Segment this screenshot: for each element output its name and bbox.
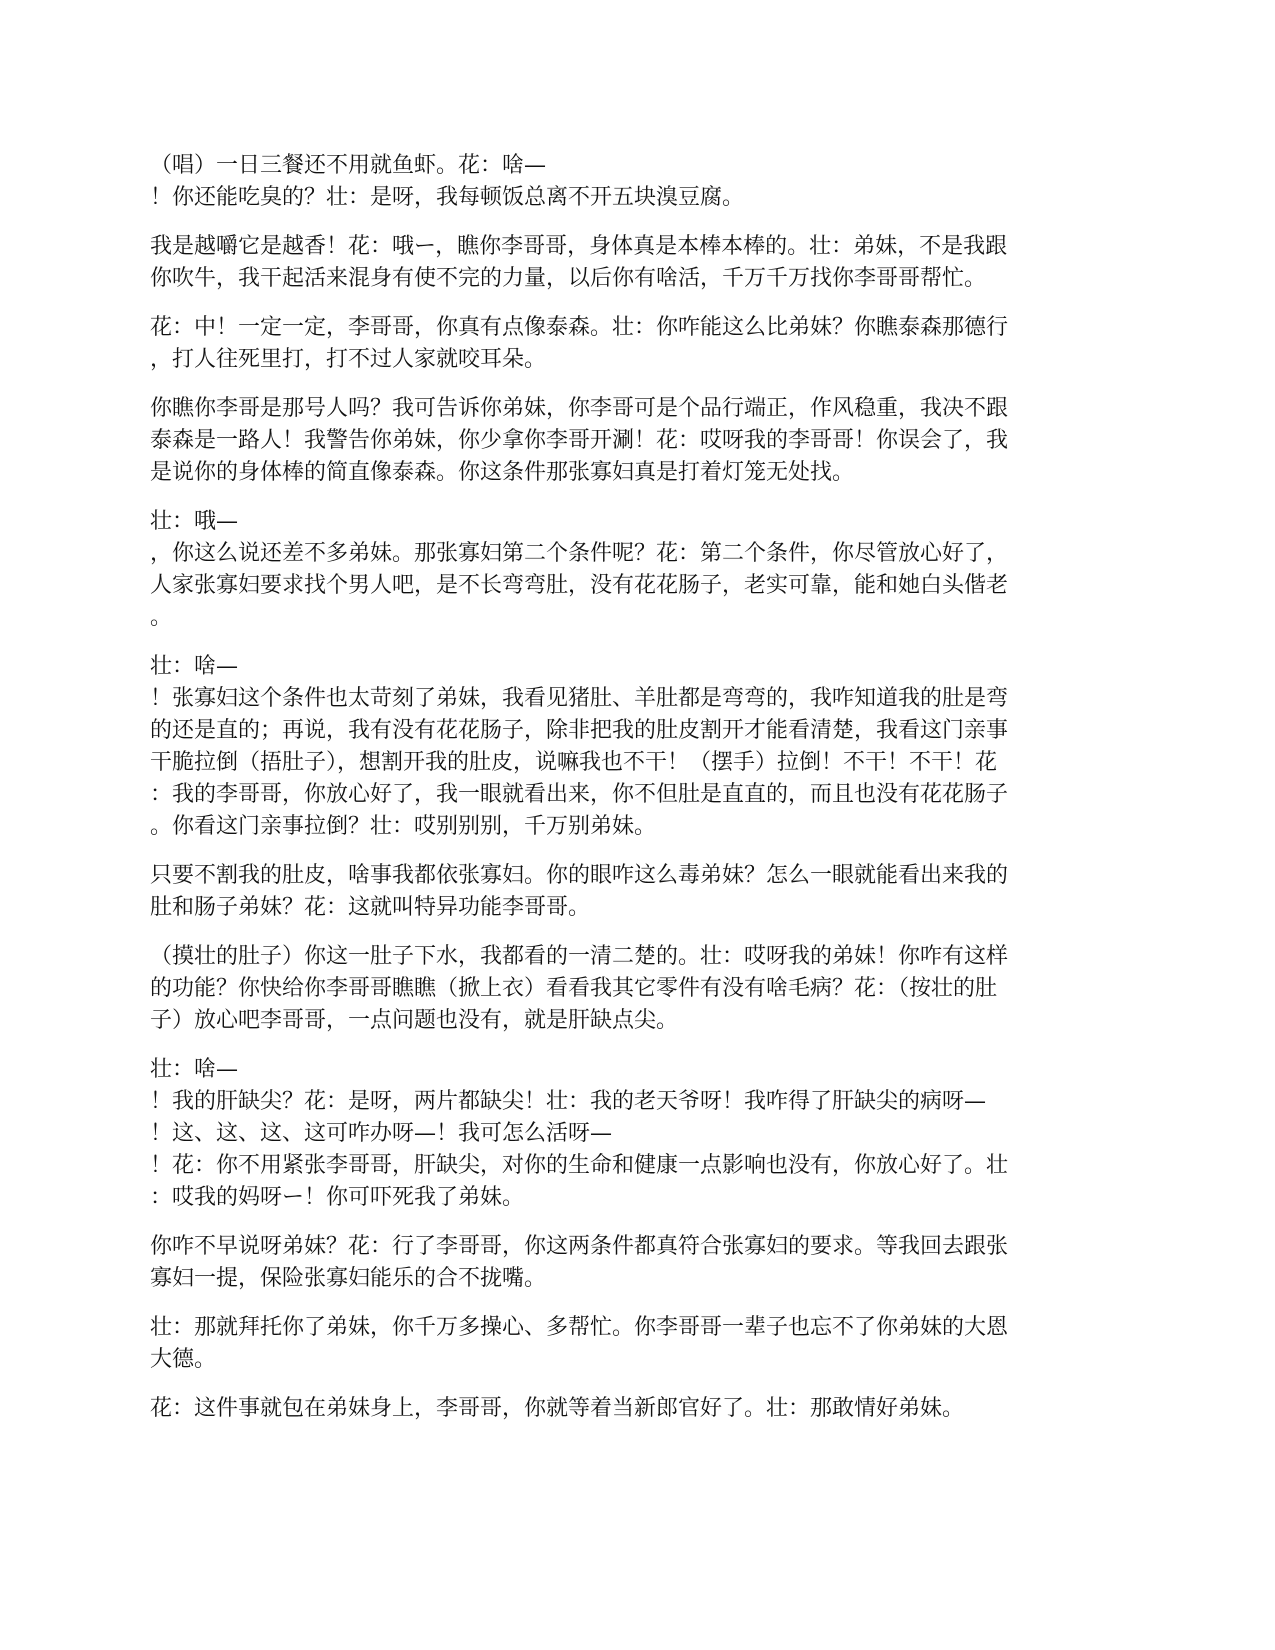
text-line: 壮：哦— (150, 509, 239, 534)
text-line: ！你还能吃臭的？壮：是呀，我每顿饭总离不开五块溴豆腐。 (150, 185, 745, 210)
text-line: 。 (150, 605, 173, 630)
paragraph (150, 1312, 1130, 1376)
text-line: ！花：你不用紧张李哥哥，肝缺尖，对你的生命和健康一点影响也没有，你放心好了。壮 (150, 1153, 1009, 1178)
paragraph (150, 1231, 1130, 1295)
text-line: （唱）一日三餐还不用就鱼虾。花：啥— (150, 153, 547, 178)
text-line: （摸壮的肚子）你这一肚子下水，我都看的一清二楚的。壮：哎呀我的弟妹！你咋有这样 (150, 944, 1009, 969)
text-line: 人家张寡妇要求找个男人吧，是不长弯弯肚，没有花花肠子，老实可靠，能和她白头偕老 (150, 573, 1009, 598)
text-line: 你瞧你李哥是那号人吗？我可告诉你弟妹，你李哥可是个品行端正，作风稳重，我决不跟 (150, 396, 1009, 421)
text-line: 你吹牛，我干起活来混身有使不完的力量，以后你有啥活，千万千万找你李哥哥帮忙。 (150, 266, 987, 291)
text-line: ：我的李哥哥，你放心好了，我一眼就看出来，你不但肚是直直的，而且也没有花花肠子 (150, 782, 1009, 807)
text-line: 只要不割我的肚皮，啥事我都依张寡妇。你的眼咋这么毒弟妹？怎么一眼就能看出来我的 (150, 863, 1009, 888)
text-line: 肚和肠子弟妹？花：这就叫特异功能李哥哥。 (150, 895, 591, 920)
text-line: 的功能？你快给你李哥哥瞧瞧（掀上衣）看看我其它零件有没有啥毛病？花：（按壮的肚 (150, 976, 998, 1001)
text-line: ：哎我的妈呀ー！你可吓死我了弟妹。 (150, 1185, 525, 1210)
text-line: ！这、这、这、这可咋办呀—！我可怎么活呀— (150, 1121, 613, 1146)
text-line: 是说你的身体棒的简直像泰森。你这条件那张寡妇真是打着灯笼无处找。 (150, 460, 855, 485)
text-line: 。你看这门亲事拉倒？壮：哎别别别，千万别弟妹。 (150, 814, 657, 839)
paragraph (150, 941, 1130, 1037)
paragraph (150, 1393, 1130, 1425)
text-line: 我是越嚼它是越香！花：哦ー，瞧你李哥哥，身体真是本棒本棒的。壮：弟妹，不是我跟 (150, 234, 1008, 259)
text-line: 壮：啥— (150, 654, 239, 679)
text-line: 花：中！一定一定，李哥哥，你真有点像泰森。壮：你咋能这么比弟妹？你瞧泰森那德行 (150, 315, 1009, 340)
text-line: 花：这件事就包在弟妹身上，李哥哥，你就等着当新郎官好了。壮：那敢情好弟妹。 (150, 1396, 965, 1421)
paragraph (150, 1054, 1130, 1214)
text-line: 泰森是一路人！我警告你弟妹，你少拿你李哥开涮！花：哎呀我的李哥哥！你误会了，我 (150, 428, 1009, 453)
document-page (150, 150, 1130, 1442)
text-line: 干脆拉倒（捂肚子），想割开我的肚皮，说嘛我也不干！（摆手）拉倒！不干！不干！花 (150, 750, 998, 775)
paragraph (150, 651, 1130, 843)
text-line: 子）放心吧李哥哥，一点问题也没有，就是肝缺点尖。 (150, 1008, 679, 1033)
text-line: 你咋不早说呀弟妹？花：行了李哥哥，你这两条件都真符合张寡妇的要求。等我回去跟张 (150, 1234, 1009, 1259)
text-line: ！我的肝缺尖？花：是呀，两片都缺尖！壮：我的老天爷呀！我咋得了肝缺尖的病呀— (150, 1089, 987, 1114)
paragraph (150, 150, 1130, 214)
paragraph (150, 312, 1130, 376)
text-line: ，你这么说还差不多弟妹。那张寡妇第二个条件呢？花：第二个条件，你尽管放心好了， (150, 541, 1009, 566)
text-line: 壮：啥— (150, 1057, 239, 1082)
text-line: ！张寡妇这个条件也太苛刻了弟妹，我看见猪肚、羊肚都是弯弯的，我咋知道我的肚是弯 (150, 686, 1009, 711)
paragraph (150, 506, 1130, 634)
text-line: 大德。 (150, 1347, 217, 1372)
text-line: ，打人往死里打，打不过人家就咬耳朵。 (150, 347, 547, 372)
paragraph (150, 860, 1130, 924)
text-line: 壮：那就拜托你了弟妹，你千万多操心、多帮忙。你李哥哥一辈子也忘不了你弟妹的大恩 (150, 1315, 1009, 1340)
text-line: 寡妇一提，保险张寡妇能乐的合不拢嘴。 (150, 1266, 547, 1291)
paragraph (150, 393, 1130, 489)
text-line: 的还是直的；再说，我有没有花花肠子，除非把我的肚皮割开才能看清楚，我看这门亲事 (150, 718, 1009, 743)
paragraph (150, 231, 1130, 295)
